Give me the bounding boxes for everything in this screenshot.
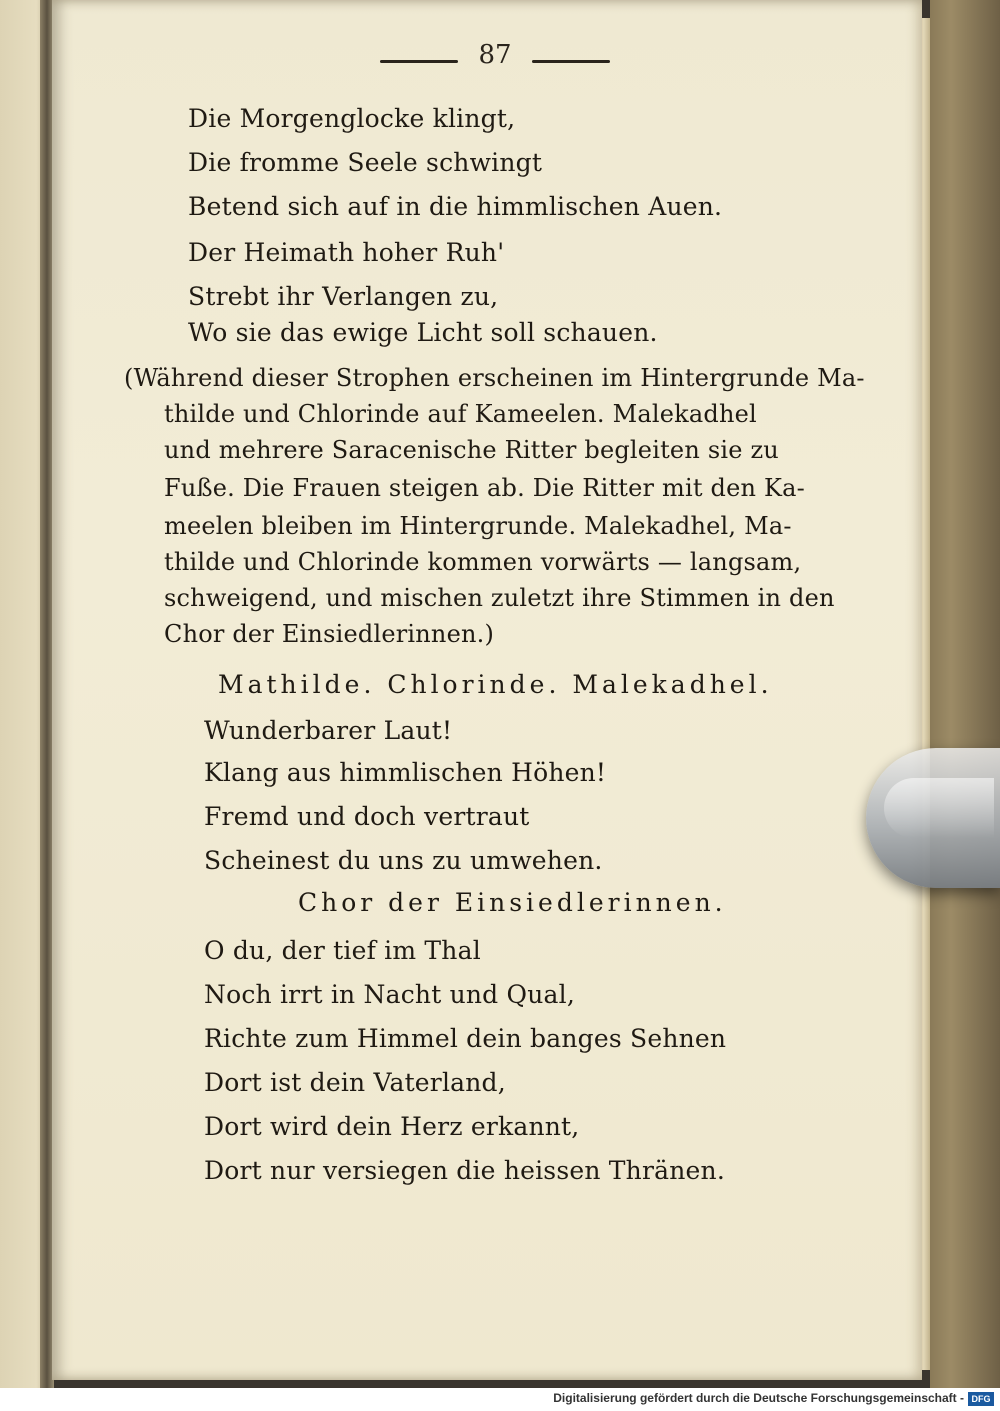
verse-line: Die fromme Seele schwingt xyxy=(188,148,543,177)
verse-line: Betend sich auf in die himmlischen Auen. xyxy=(188,192,723,221)
verse-line: Dort nur versiegen die heissen Thränen. xyxy=(204,1156,725,1185)
stage-direction-line: Chor der Einsiedlerinnen.) xyxy=(164,620,495,648)
dfg-logo-icon: DFG xyxy=(968,1392,994,1406)
verse-line: Strebt ihr Verlangen zu, xyxy=(188,282,499,311)
verse-line: Fremd und doch vertraut xyxy=(204,802,530,831)
verse-line: O du, der tief im Thal xyxy=(204,936,481,965)
header-rule-right xyxy=(532,60,610,63)
stage-direction-line: thilde und Chlorinde auf Kameelen. Malekadhel xyxy=(164,400,757,428)
speaker-heading: Chor der Einsiedlerinnen. xyxy=(298,888,727,917)
stage-direction-line: und mehrere Saracenische Ritter begleiten sie zu xyxy=(164,436,779,464)
funding-notice: Digitalisierung gefördert durch die Deutsche Forschungsgemeinschaft - xyxy=(553,1391,964,1405)
verse-line: Wo sie das ewige Licht soll schauen. xyxy=(188,318,658,347)
stage-direction-line: meelen bleiben im Hintergrunde. Malekadhel, Ma- xyxy=(164,512,792,540)
verse-line: Die Morgenglocke klingt, xyxy=(188,104,516,133)
verse-line: Klang aus himmlischen Höhen! xyxy=(204,758,607,787)
verse-line: Wunderbarer Laut! xyxy=(204,716,453,745)
page-header xyxy=(380,38,610,78)
page-clip xyxy=(866,748,1000,888)
stage-direction-line: thilde und Chlorinde kommen vorwärts — langsam, xyxy=(164,548,802,576)
verse-line: Richte zum Himmel dein banges Sehnen xyxy=(204,1024,727,1053)
verse-line: Noch irrt in Nacht und Qual, xyxy=(204,980,575,1009)
stage-direction-line: Fuße. Die Frauen steigen ab. Die Ritter mit den Ka- xyxy=(164,474,805,502)
footer-bar xyxy=(0,1388,1000,1411)
verse-line: Scheinest du uns zu umwehen. xyxy=(204,846,603,875)
verse-line: Der Heimath hoher Ruh' xyxy=(188,238,505,267)
book-page xyxy=(52,0,922,1380)
speaker-heading: Mathilde. Chlorinde. Malekadhel. xyxy=(218,670,773,699)
stage-direction-line: schweigend, und mischen zuletzt ihre Stimmen in den xyxy=(164,584,835,612)
book-cover xyxy=(930,0,1000,1388)
verse-line: Dort wird dein Herz erkannt, xyxy=(204,1112,580,1141)
verse-line: Dort ist dein Vaterland, xyxy=(204,1068,506,1097)
stage-direction-line: (Während dieser Strophen erscheinen im Hintergrunde Ma- xyxy=(124,364,865,392)
page-number: 87 xyxy=(478,40,512,70)
